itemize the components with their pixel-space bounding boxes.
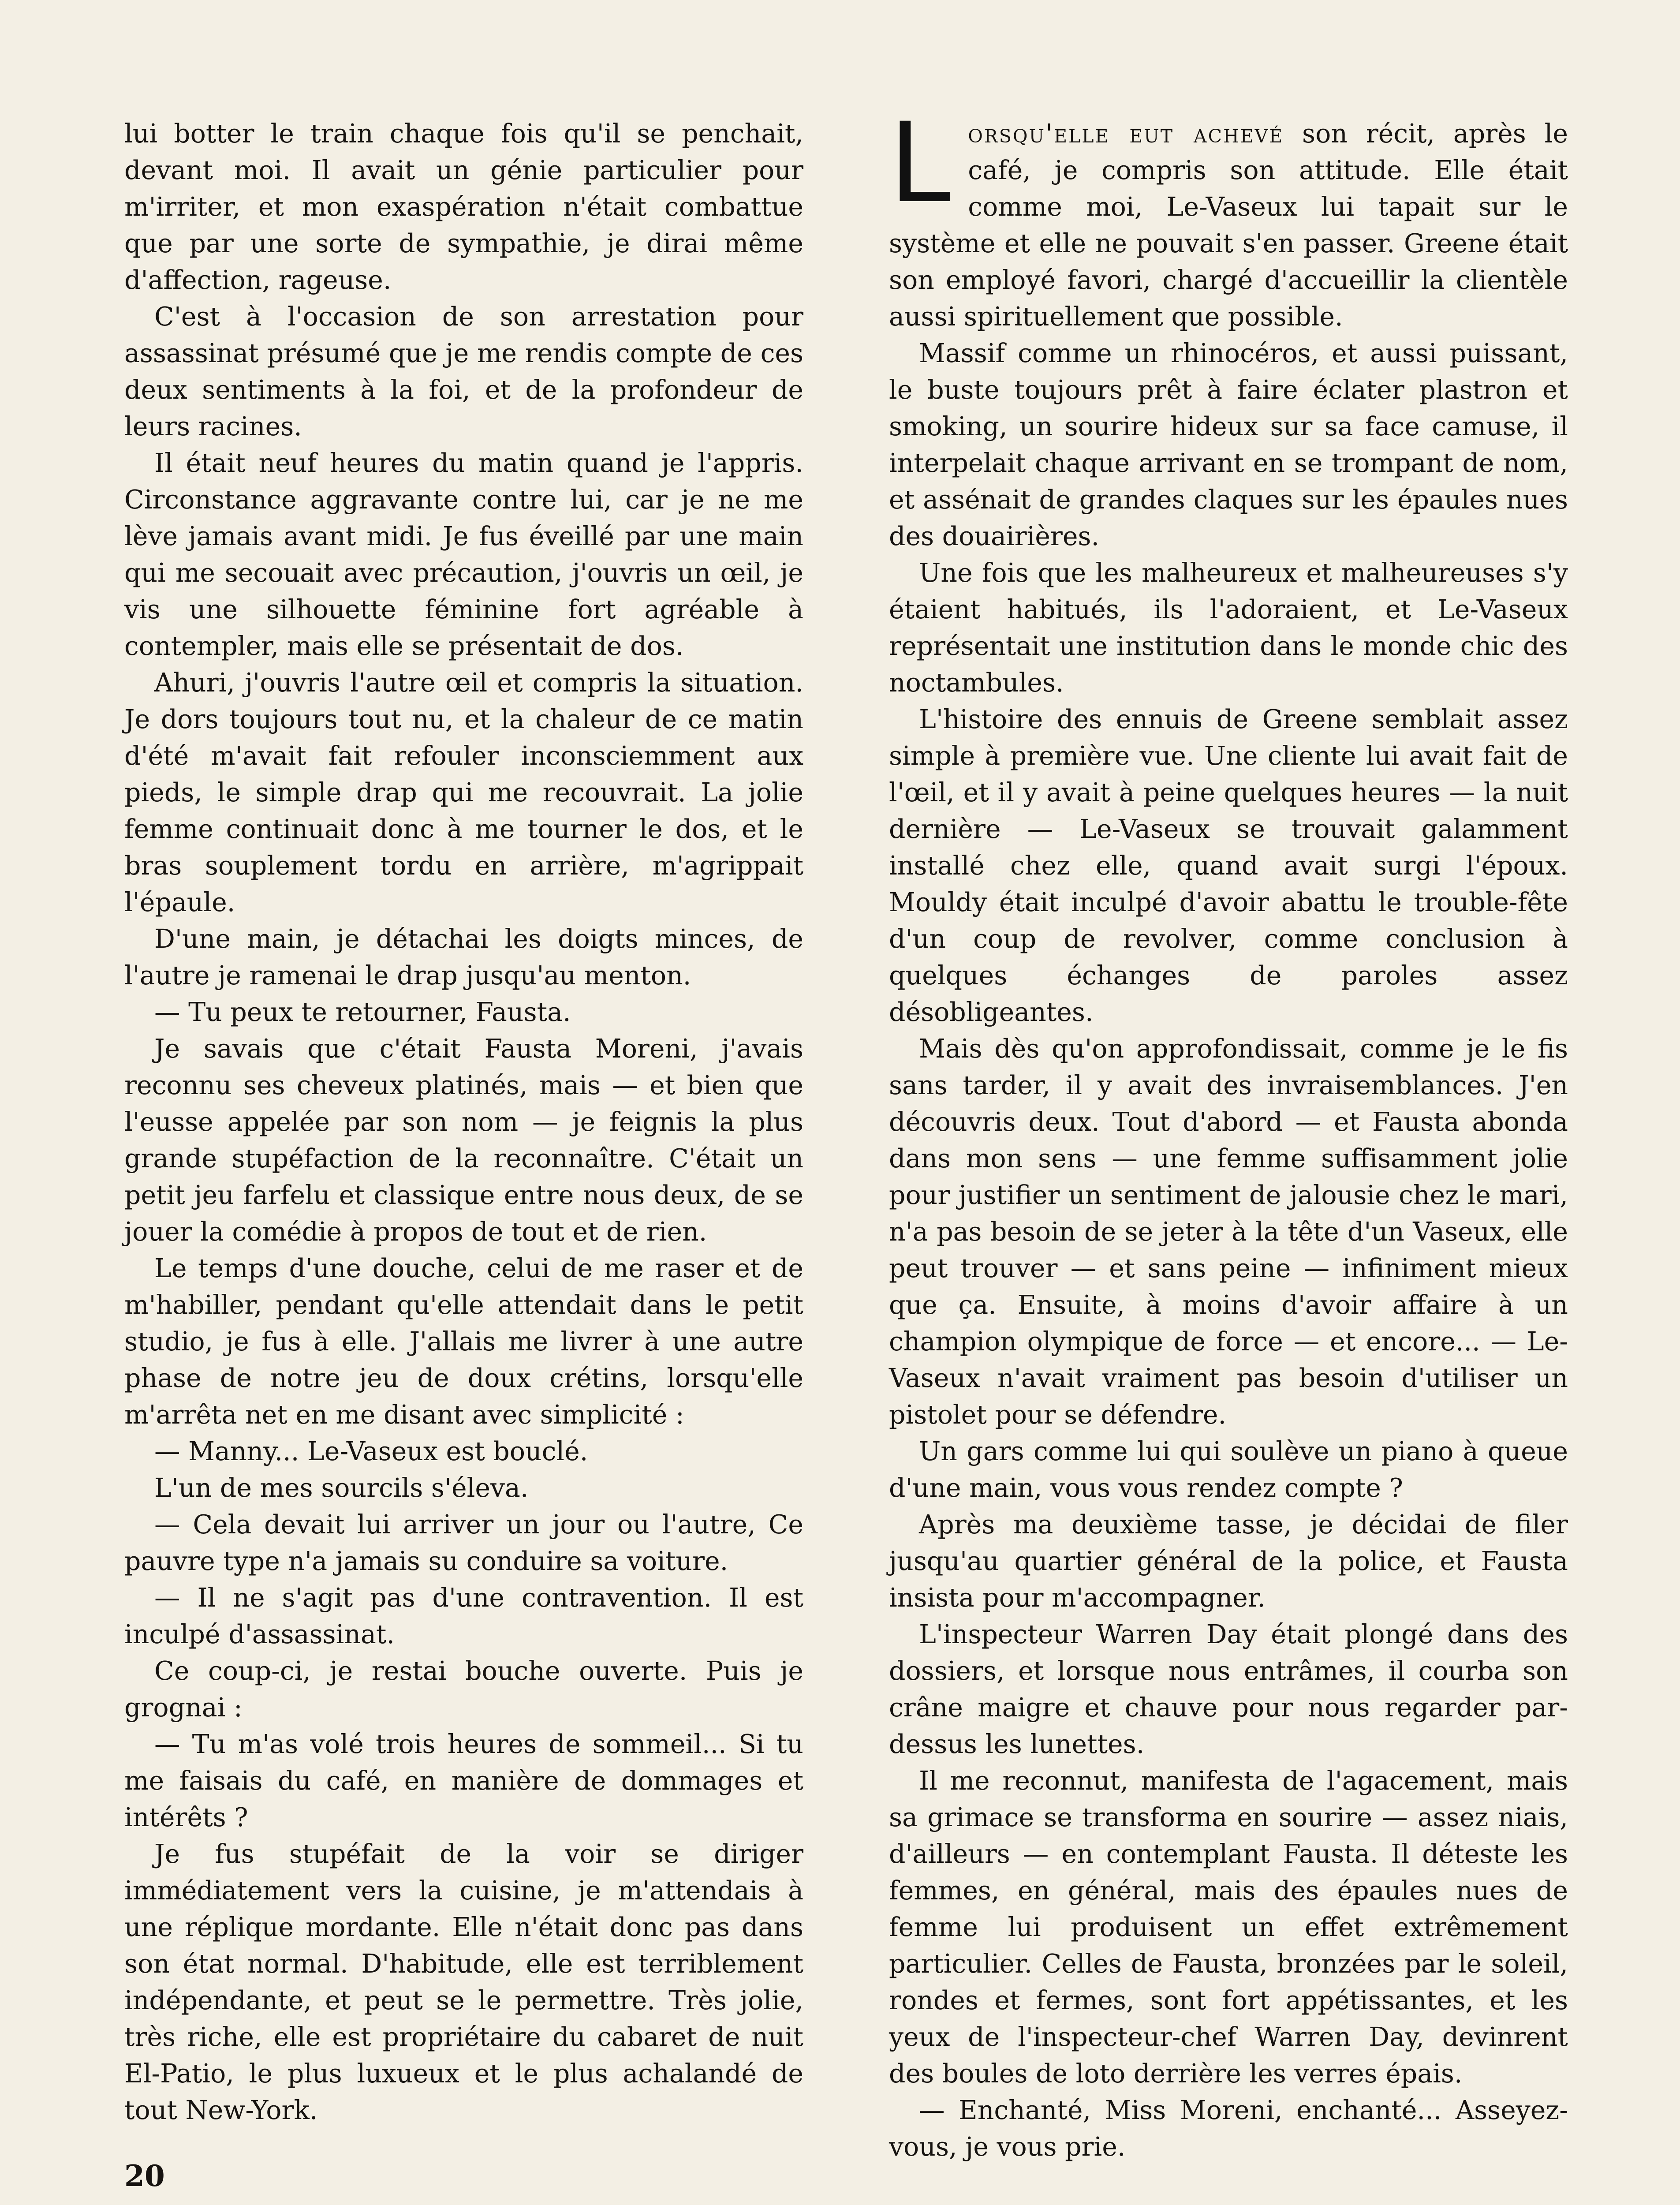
paragraph: Ahuri, j'ouvris l'autre œil et compris la situation. Je dors toujours tout nu, et la chaleur de ce matin d'été m'avait fait refouler inconsciemment aux pieds, le simple drap qui me recouvrait. La jolie femme continuait donc à me tourner le dos, et le bras souplement tordu en arrière, m'agrippait l'épaule. xyxy=(124,668,803,917)
paragraph: L'un de mes sourcils s'éleva. xyxy=(154,1473,529,1503)
paragraph: Il me reconnut, manifesta de l'agacement, mais sa grimace se transforma en sourire — assez niais, d'ailleurs — en contemplant Fausta. Il déteste les femmes, en général, mais des épaules nues de femme lui produisent un effet extrêmement particulier. Celles de Fausta, bronzées par le soleil, rondes et fermes, sont fort appétissantes, et les yeux de l'inspecteur-chef Warren Day, devinrent des boules de loto derrière les verres épais. xyxy=(889,1766,1568,2089)
drop-cap: L xyxy=(889,99,951,227)
right-lead-paragraph xyxy=(889,99,1568,335)
paragraph: Une fois que les malheureux et malheureuses s'y étaient habitués, ils l'adoraient, et Le-Vaseux représentait une institution dans le monde chic des noctambules. xyxy=(889,558,1568,698)
paragraph: — Cela devait lui arriver un jour ou l'autre, Ce pauvre type n'a jamais su conduire sa voiture. xyxy=(124,1510,803,1576)
paragraph: — Il ne s'agit pas d'une contravention. Il est inculpé d'assassinat. xyxy=(124,1583,803,1649)
paragraph: D'une main, je détachai les doigts minces, de l'autre je ramenai le drap jusqu'au menton. xyxy=(124,924,803,990)
paragraph: Massif comme un rhinocéros, et aussi puissant, le buste toujours prêt à faire éclater plastron et smoking, un sourire hideux sur sa face camuse, il interpelait chaque arrivant en se trompant de nom, et assénait de grandes claques sur les épaules nues des douairières. xyxy=(889,338,1568,551)
lead-smallcaps: orsqu'elle eut achevé xyxy=(968,119,1284,149)
paragraph: — Manny... Le-Vaseux est bouclé. xyxy=(154,1436,588,1466)
paragraph: — Enchanté, Miss Moreni, enchanté... Asseyez-vous, je vous prie. xyxy=(889,2095,1568,2162)
paragraph: L'histoire des ennuis de Greene semblait assez simple à première vue. Une cliente lui avait fait de l'œil, et il y avait à peine quelques heures — la nuit dernière — Le-Vaseux se trouvait galamment installé chez elle, quand avait surgi l'époux. Mouldy était inculpé d'avoir abattu le trouble-fête d'un coup de revolver, comme conclusion à quelques échanges de paroles assez désobligeantes. xyxy=(889,704,1568,1027)
paragraph: L'inspecteur Warren Day était plongé dans des dossiers, et lorsque nous entrâmes, il courba son crâne maigre et chauve pour nous regarder par-dessus les lunettes. xyxy=(889,1619,1568,1759)
paragraph: Il était neuf heures du matin quand je l'appris. Circonstance aggravante contre lui, car je ne me lève jamais avant midi. Je fus éveillé par une main qui me secouait avec précaution, j'ouvris un œil, je vis une silhouette féminine fort agréable à contempler, mais elle se présentait de dos. xyxy=(124,448,803,661)
page-number: 20 xyxy=(124,2159,165,2193)
paragraph: C'est à l'occasion de son arrestation pour assassinat présumé que je me rendis compte de ces deux sentiments à la foi, et de la profondeur de leurs racines. xyxy=(124,302,803,441)
right-column xyxy=(889,99,1568,2165)
paragraph: — Tu peux te retourner, Fausta. xyxy=(154,997,571,1027)
paragraph: Un gars comme lui qui soulève un piano à queue d'une main, vous vous rendez compte ? xyxy=(889,1436,1568,1503)
paragraph: Mais dès qu'on approfondissait, comme je le fis sans tarder, il y avait des invraisemblances. J'en découvris deux. Tout d'abord — et Fausta abonda dans mon sens — une femme suffisamment jolie pour justifier un sentiment de jalousie chez le mari, n'a pas besoin de se jeter à la tête d'un Vaseux, elle peut trouver — et sans peine — infiniment mieux que ça. Ensuite, à moins d'avoir affaire à un champion olympique de force — et encore... — Le-Vaseux n'avait vraiment pas besoin d'utiliser un pistolet pour se défendre. xyxy=(889,1034,1568,1430)
paragraph: Je fus stupéfait de la voir se diriger immédiatement vers la cuisine, je m'attendais à une réplique mordante. Elle n'était donc pas dans son état normal. D'habitude, elle est terriblement indépendante, et peut se le permettre. Très jolie, très riche, elle est propriétaire du cabaret de nuit El-Patio, le plus luxueux et le plus achalandé de tout New-York. xyxy=(124,1839,803,2125)
left-column xyxy=(124,116,803,2129)
paragraph: lui botter le train chaque fois qu'il se penchait, devant moi. Il avait un génie particulier pour m'irriter, et mon exaspération n'était combattue que par une sorte de sympathie, je dirai même d'affection, rageuse. xyxy=(124,119,803,295)
paragraph: — Tu m'as volé trois heures de sommeil... Si tu me faisais du café, en manière de dommages et intérêts ? xyxy=(124,1729,803,1832)
paragraph: Après ma deuxième tasse, je décidai de filer jusqu'au quartier général de la police, et Fausta insista pour m'accompagner. xyxy=(889,1510,1568,1613)
paragraph: Le temps d'une douche, celui de me raser et de m'habiller, pendant qu'elle attendait dans le petit studio, je fus à elle. J'allais me livrer à une autre phase de notre jeu de doux crétins, lorsqu'elle m'arrêta net en me disant avec simplicité : xyxy=(124,1253,803,1430)
paragraph: Ce coup-ci, je restai bouche ouverte. Puis je grognai : xyxy=(124,1656,803,1723)
lead-text: son récit, après le café, je compris son attitude. Elle était comme moi, Le-Vaseux lui tapait sur le système et elle ne pouvait s'en passer. Greene était son employé favori, chargé d'accueillir la clientèle aussi spirituellement que possible. xyxy=(889,119,1568,332)
paragraph: Je savais que c'était Fausta Moreni, j'avais reconnu ses cheveux platinés, mais — et bien que l'eusse appelée par son nom — je feignis la plus grande stupéfaction de la reconnaître. C'était un petit jeu farfelu et classique entre nous deux, de se jouer la comédie à propos de tout et de rien. xyxy=(124,1034,803,1247)
